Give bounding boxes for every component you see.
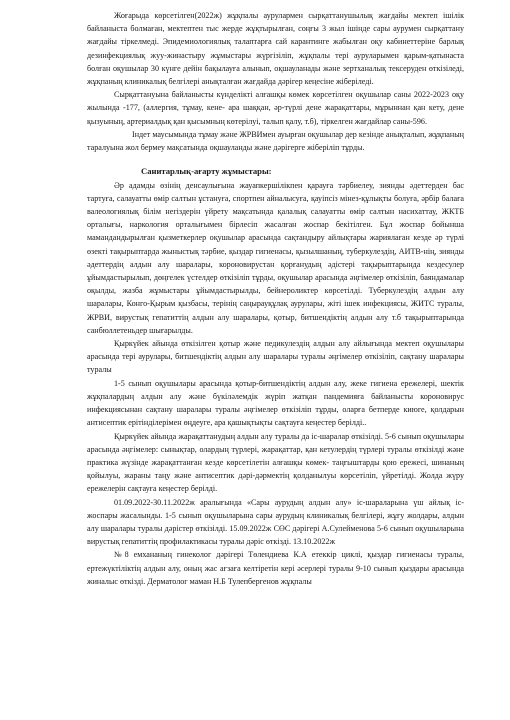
paragraph-september-scabies-month: Қыркүйек айында өткізілген қотыр және педикулездің алдын алу айлығында мектеп оқушылары арасында тері аурулары, битшендіктің алдын алу шаралары туралы әңгімелер өткізіліп, сақтану шаралары туралы	[87, 339, 464, 375]
paragraph-first-aid-stats: Сырқаттануына байланысты күнделікті алғашқы көмек көрсетілген оқушылар саны 2022-2023 оқу жылында -177, (аллергия, тұмау, кене- ара шаққан, әр-түрлі дене жарақаттары, мұрыннан қан кету, дене қызуының, артериалдық қан қысымның көтерілуі, талып қалу, т.б), тіркелген жағдайлар саны-596.	[87, 90, 464, 126]
paragraph-gynecologist-meeting: №8 емхананың гинеколог дәрігері Төлендиева К.А етеккір циклі, қыздар гигиенасы туралы, ертежүктіліктің алдын алу, оның жас ағзаға келтіретін кері әсерлері туралы 9-10 сынып қыздары арасында жиналыс өткізді. Дерматолог маман Н.Б Тулепбергенов жұқпалы	[87, 550, 464, 586]
paragraph-health-education-plan: Әр адамды өзінің денсаулығына жауапкершілікпен қарауға тәрбиелеу, зиянды әдеттерден бас тартуға, салауатты өмір салтын ұстануға, спортпен айналысуға, қауіпсіз мінез-құлықты болуға, әрбір балаға валеологиялық білім негіздерін үйрету мақсатында қалалық салауатты өмір салтын насихаттау, ЖКТБ орталығы, наркология орталығымен бірлесіп жасалған жоспар бекітілген. Бұл жоспар бойынша мамандандырылған қызметкерлер оқушылар арасында сақтандыру айлықтары жариялаған кезде әр түрлі өзекті тақырыптарда жыныстық тәрбие, қыздар гигиенасы, қызылшаның, туберкулездің, АИТВ-нің, зиянды әдеттердің алдын алу шаралары, короновирустан қорғанудың әдістері тақырыптарында кездесулер ұйымдастырылып, дөңгелек үстелдер өткізіліп тұрды, оқушылар арасында әңгімелер өткізіліп, баяндамалар оқылды, жазба жұмыстары ұйымдастырылды, бейнероликтер көрсетілді. Туберкулездің алдын алу шаралары, Конго-Қырым қызбасы, терінің саңырауқұлақ аурулары, жіті ішек инфекциясы, ЖИТС туралы, ЖРВИ, вирустық гепатиттің алдын алу шаралары, қотыр, битшендіктің алдын алу т.б тақырыптарында санбюллетеньдер шығарылды.	[87, 180, 464, 335]
paragraph-flu-season: Індет маусымында тұмау және ЖРВИмен ауырған оқушылар дер кезінде анықталып, жұқпаның таралуына жол бермеу мақсатында оқшауланды және дәрігерге жіберіліп тұрды.	[87, 129, 464, 153]
paragraph-hepatitis-prevention: 01.09.2022-30.11.2022ж аралығында «Сары аурудың алдын алу» іс-шараларына үш айлық іс-жоспары жасалынды. 1-5 сынып оқушыларына сары аурудың клиникалық белгілері, жұғу жолдары, алдын алу шаралары туралы дәрістер өткізілді. 15.09.2022ж СӨС дәрігері А.Сулейменова 5-6 сынып оқушыларына вирустық гепатиттің профилактикасы туралы дәріс өткізді. 13.10.2022ж	[87, 497, 464, 547]
paragraph-injury-prevention: Қыркүйек айында жарақаттанудың алдын алу туралы да іс-шаралар өткізілді. 5-6 сынып оқушылары арасында әңгімелер: сынықтар, олардың түрлері, жарақаттар, қан кетулердің түрлері туралы өткізілді және практика жүзінде жарақаттанған кезде көрсетілетін алғашқы көмек- таңғыштарды қою ережесі, шинаның қойылуы, жараны таңу және антисептик дәрі-дәрмектің қолданылуы көрсетіліп, үйретілді. Жолда жүру ережелерін сақтауға кеңестер берілді.	[87, 431, 464, 494]
paragraph-grades-1-5-talks: 1-5 сынып оқушылары арасында қотыр-битшендіктің алдын алу, жеке гигиена ережелері, шектік жұқпалардың алдын алу және бүкіләлемдік жүріп жатқан пандемияға байланысты короновирус инфекциясынан сақтану шаралары туралы әңгімелер өткізіліп тұрды, оларға бетперде киюге, қолдарын антисептик ерітінділерімен өңдеуге, ара қашықтықты сақтауға кеңестер берілді..	[87, 378, 464, 428]
paragraph-infection-summary: Жоғарыда көрсетілген(2022ж) жұқпалы аурулармен сырқаттанушылық жағдайы мектеп ішілік байланыста болмаған, мектептен тыс жерде жұқтырылған, соңғы 3 жыл ішінде сары аурумен сырқаттану жағдайы тіркелмеді. Эпидемиологиялық талаптарға сай карантинге жабылған оқу кабинеттеріне барлық дезинфекциялық жуу-жинастыру жұмыстары жүргізіліп, жұқпалы тері ауруларымен қарым-қатынаста болған оқушылар 30 күнге дейін бақылауға алынып, оқшауланады және зертханалық тексеруден өткізіледі, жұқпаның клиникалық белгілері анықталған жағдайда дәрігер кеңесіне жіберіледі.	[87, 11, 464, 87]
section-heading-sanitary-education: Санитарлық-ағарту жұмыстары:	[141, 166, 272, 177]
